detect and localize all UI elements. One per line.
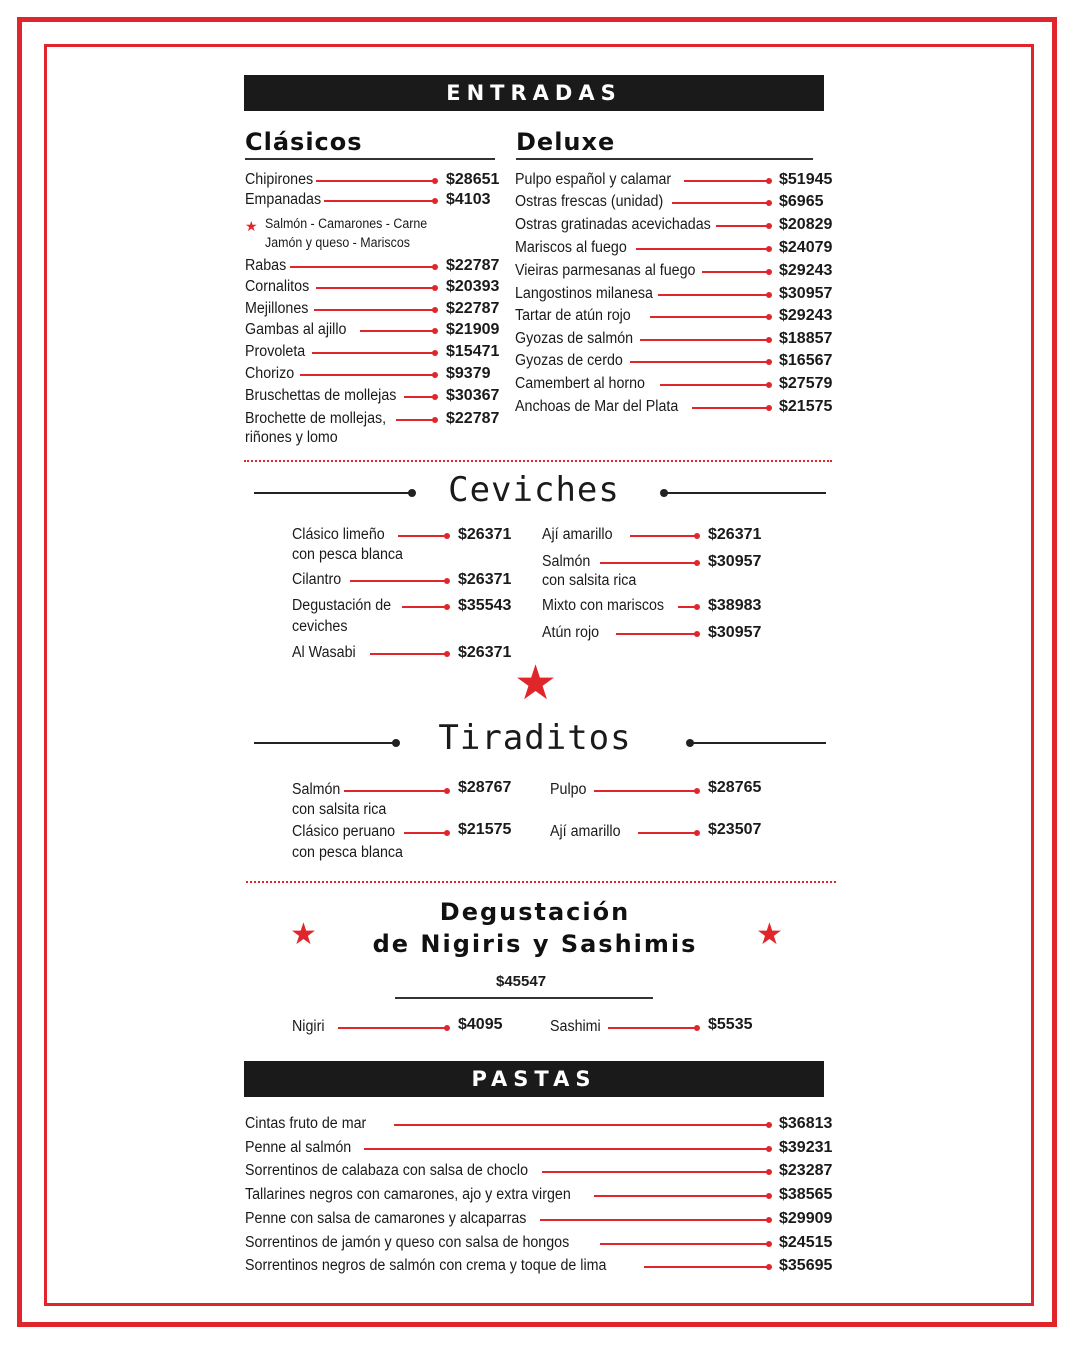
- menu-item-line2: riñones y lomo: [245, 429, 338, 446]
- item-price: $29243: [779, 307, 833, 324]
- menu-item: Al Wasabi: [292, 644, 356, 661]
- entradas-header: ENTRADAS: [244, 75, 824, 111]
- price-leader: [364, 1148, 770, 1150]
- price-leader: [716, 225, 770, 227]
- price-leader: [314, 309, 436, 311]
- star-icon: ★: [756, 918, 783, 951]
- menu-item: Tallarines negros con camarones, ajo y extra virgen: [245, 1186, 571, 1203]
- price-leader: [638, 832, 698, 834]
- menu-item: Vieiras parmesanas al fuego: [515, 262, 696, 279]
- price-leader: [672, 202, 770, 204]
- price-leader: [644, 1266, 770, 1268]
- menu-item: Sorrentinos de calabaza con salsa de choclo: [245, 1162, 529, 1179]
- menu-item: Cilantro: [292, 571, 342, 588]
- price-leader: [402, 606, 448, 608]
- menu-item: Sorrentinos de jamón y queso con salsa de hongos: [245, 1234, 570, 1251]
- menu-item: Provoleta: [245, 343, 306, 360]
- item-price: $21575: [458, 821, 512, 838]
- menu-item: Atún rojo: [542, 624, 600, 641]
- menu-item: Mixto con mariscos: [542, 597, 665, 614]
- menu-item: Bruschettas de mollejas: [245, 387, 397, 404]
- price-leader: [692, 407, 770, 409]
- item-price: $36813: [779, 1115, 833, 1132]
- ceviches-title: Ceviches: [448, 470, 620, 510]
- decorative-line: [254, 742, 396, 744]
- item-price: $29243: [779, 262, 833, 279]
- menu-item: Ostras frescas (unidad): [515, 193, 664, 210]
- pastas-header: PASTAS: [244, 1061, 824, 1097]
- menu-item: Clásico peruano: [292, 823, 396, 840]
- menu-item: Tartar de atún rojo: [515, 307, 631, 324]
- item-price: $28765: [708, 779, 762, 796]
- menu-item-line2: ceviches: [292, 618, 348, 635]
- item-price: $4095: [458, 1016, 503, 1033]
- empanadas-note: Salmón - Camarones - Carne: [265, 216, 428, 231]
- price-leader: [630, 361, 770, 363]
- item-price: $4103: [446, 191, 491, 208]
- price-leader: [316, 180, 436, 182]
- menu-item: Chorizo: [245, 365, 295, 382]
- item-price: $27579: [779, 375, 833, 392]
- item-price: $20393: [446, 278, 500, 295]
- item-price: $21909: [446, 321, 500, 338]
- item-price: $26371: [458, 526, 512, 543]
- menu-item: Langostinos milanesa: [515, 285, 653, 302]
- item-price: $28651: [446, 171, 500, 188]
- item-price: $20829: [779, 216, 833, 233]
- item-price: $38565: [779, 1186, 833, 1203]
- tiraditos-title: Tiraditos: [438, 718, 632, 758]
- item-price: $30367: [446, 387, 500, 404]
- item-price: $21575: [779, 398, 833, 415]
- item-price: $29909: [779, 1210, 833, 1227]
- dotted-separator: [246, 881, 836, 883]
- price-leader: [404, 832, 448, 834]
- menu-item: Salmón: [542, 553, 591, 570]
- price-leader: [650, 316, 770, 318]
- item-price: $23287: [779, 1162, 833, 1179]
- price-leader: [370, 653, 448, 655]
- menu-item-line2: con salsita rica: [292, 801, 387, 818]
- price-leader: [398, 535, 448, 537]
- menu-item: Nigiri: [292, 1018, 325, 1035]
- price-leader: [350, 580, 448, 582]
- item-price: $28767: [458, 779, 512, 796]
- price-leader: [540, 1219, 770, 1221]
- degustacion-underline: [395, 997, 653, 999]
- price-leader: [394, 1124, 770, 1126]
- menu-item: Ají amarillo: [542, 526, 613, 543]
- menu-item: Clásico limeño: [292, 526, 385, 543]
- price-leader: [338, 1027, 448, 1029]
- degustacion-title-line1: Degustación: [439, 898, 631, 926]
- star-icon: ★: [514, 657, 558, 710]
- item-price: $5535: [708, 1016, 753, 1033]
- menu-item: Mariscos al fuego: [515, 239, 627, 256]
- price-leader: [630, 535, 698, 537]
- item-price: $38983: [708, 597, 762, 614]
- price-leader: [312, 352, 436, 354]
- item-price: $22787: [446, 257, 500, 274]
- price-leader: [324, 200, 436, 202]
- item-price: $35543: [458, 597, 512, 614]
- price-leader: [316, 287, 436, 289]
- item-price: $6965: [779, 193, 824, 210]
- price-leader: [542, 1171, 770, 1173]
- item-price: $35695: [779, 1257, 833, 1274]
- menu-item: Cornalitos: [245, 278, 310, 295]
- item-price: $30957: [779, 285, 833, 302]
- item-price: $16567: [779, 352, 833, 369]
- menu-item: Ají amarillo: [550, 823, 621, 840]
- menu-item: Mejillones: [245, 300, 309, 317]
- menu-item: Gyozas de salmón: [515, 330, 634, 347]
- price-leader: [404, 396, 436, 398]
- price-leader: [640, 339, 770, 341]
- menu-item: Rabas: [245, 257, 287, 274]
- menu-item: Gyozas de cerdo: [515, 352, 623, 369]
- item-price: $39231: [779, 1139, 833, 1156]
- menu-item: Pulpo: [550, 781, 587, 798]
- item-price: $24515: [779, 1234, 833, 1251]
- item-price: $15471: [446, 343, 500, 360]
- price-leader: [702, 271, 770, 273]
- price-leader: [658, 294, 770, 296]
- menu-item-line2: con pesca blanca: [292, 844, 403, 861]
- menu-item: Empanadas: [245, 191, 322, 208]
- item-price: $22787: [446, 300, 500, 317]
- star-icon: ★: [290, 918, 317, 951]
- degustacion-price: $45547: [496, 973, 547, 990]
- price-leader: [600, 562, 698, 564]
- menu-item-line2: con pesca blanca: [292, 546, 403, 563]
- item-price: $51945: [779, 171, 833, 188]
- empanadas-note: Jamón y queso - Mariscos: [265, 235, 410, 250]
- item-price: $30957: [708, 624, 762, 641]
- menu-item: Penne con salsa de camarones y alcaparras: [245, 1210, 527, 1227]
- item-price: $26371: [708, 526, 762, 543]
- menu-item: Anchoas de Mar del Plata: [515, 398, 679, 415]
- item-price: $26371: [458, 571, 512, 588]
- price-leader: [678, 606, 698, 608]
- item-price: $24079: [779, 239, 833, 256]
- decorative-line: [254, 492, 412, 494]
- menu-item: Chipirones: [245, 171, 314, 188]
- price-leader: [594, 790, 698, 792]
- menu-item: Ostras gratinadas acevichadas: [515, 216, 711, 233]
- menu-item: Pulpo español y calamar: [515, 171, 672, 188]
- menu-item: Degustación de: [292, 597, 392, 614]
- menu-item: Sashimi: [550, 1018, 601, 1035]
- dotted-separator: [244, 460, 832, 462]
- star-icon: ★: [245, 218, 258, 234]
- menu-item: Camembert al horno: [515, 375, 645, 392]
- menu-item: Cintas fruto de mar: [245, 1115, 367, 1132]
- price-leader: [600, 1243, 770, 1245]
- item-price: $30957: [708, 553, 762, 570]
- price-leader: [636, 248, 770, 250]
- price-leader: [300, 374, 436, 376]
- price-leader: [594, 1195, 770, 1197]
- item-price: $18857: [779, 330, 833, 347]
- price-leader: [396, 419, 436, 421]
- deluxe-title: Deluxe: [516, 128, 813, 160]
- menu-item: Gambas al ajillo: [245, 321, 347, 338]
- item-price: $9379: [446, 365, 491, 382]
- clasicos-title: Clásicos: [245, 128, 495, 160]
- item-price: $23507: [708, 821, 762, 838]
- price-leader: [344, 790, 448, 792]
- menu-item-line2: con salsita rica: [542, 572, 637, 589]
- menu-item: Salmón: [292, 781, 341, 798]
- price-leader: [660, 384, 770, 386]
- menu-item: Penne al salmón: [245, 1139, 352, 1156]
- menu-item: Brochette de mollejas,: [245, 410, 387, 427]
- price-leader: [608, 1027, 698, 1029]
- price-leader: [684, 180, 770, 182]
- price-leader: [360, 330, 436, 332]
- decorative-line: [664, 492, 826, 494]
- item-price: $22787: [446, 410, 500, 427]
- decorative-line: [690, 742, 826, 744]
- price-leader: [290, 266, 436, 268]
- item-price: $26371: [458, 644, 512, 661]
- degustacion-title-line2: de Nigiris y Sashimis: [372, 930, 698, 958]
- menu-item: Sorrentinos negros de salmón con crema y toque de lima: [245, 1257, 607, 1274]
- price-leader: [616, 633, 698, 635]
